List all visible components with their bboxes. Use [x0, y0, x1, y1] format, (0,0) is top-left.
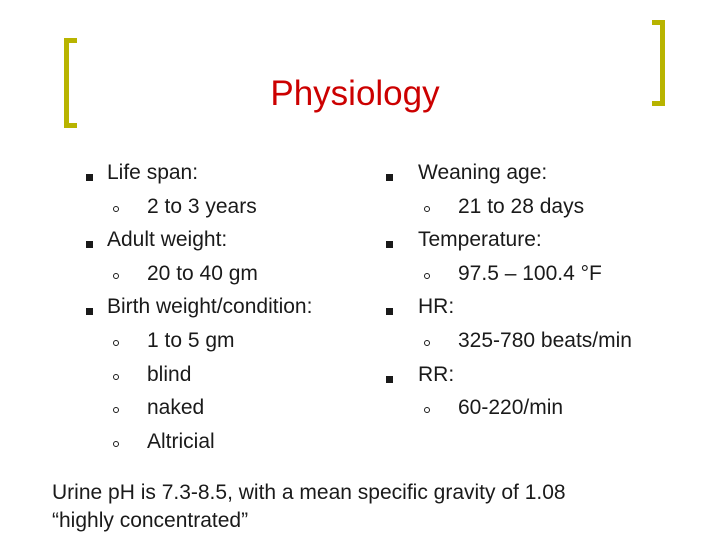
square-bullet-icon: [86, 174, 93, 181]
item-label: Weaning age:: [418, 161, 548, 184]
footer-line-2: “highly concentrated”: [52, 509, 249, 532]
sub-item: [107, 425, 376, 459]
list-item: [86, 223, 376, 290]
circle-bullet-icon: [113, 340, 119, 346]
slide-title: Physiology: [270, 74, 440, 113]
sub-item-text: 21 to 28 days: [458, 194, 585, 218]
item-label: Life span:: [107, 161, 199, 184]
item-label: Adult weight:: [107, 228, 228, 252]
item-label: Temperature:: [418, 228, 542, 252]
sub-item-text: naked: [147, 396, 205, 420]
item-label: RR:: [418, 362, 455, 386]
item-label: HR:: [418, 295, 455, 319]
list-item: [86, 290, 376, 458]
square-bullet-icon: [386, 241, 393, 248]
item-label: Birth weight/condition:: [107, 295, 313, 319]
left-bullet-list: [86, 156, 376, 458]
sub-item: [107, 190, 376, 224]
sub-item: [107, 324, 376, 358]
square-bullet-icon: [386, 308, 393, 315]
circle-bullet-icon: [424, 407, 430, 413]
sub-item: [418, 391, 706, 425]
circle-bullet-icon: [113, 273, 119, 279]
footer-note: [52, 479, 702, 535]
sub-item: [107, 391, 376, 425]
list-item: [386, 223, 706, 290]
sub-item-text: 325-780 beats/min: [458, 328, 632, 352]
square-bullet-icon: [86, 308, 93, 315]
circle-bullet-icon: [113, 441, 119, 447]
list-item: [86, 156, 376, 223]
sub-item: [418, 324, 706, 358]
sub-item: [418, 190, 706, 224]
sub-item-text: 97.5 – 100.4 °F: [458, 261, 602, 285]
list-item: [386, 358, 706, 425]
square-bullet-icon: [386, 376, 393, 383]
square-bullet-icon: [386, 174, 393, 181]
circle-bullet-icon: [424, 273, 430, 279]
sub-item-text: 1 to 5 gm: [147, 328, 235, 352]
sub-item-text: blind: [147, 362, 192, 386]
circle-bullet-icon: [113, 374, 119, 380]
circle-bullet-icon: [424, 206, 430, 212]
sub-item-text: 20 to 40 gm: [147, 261, 258, 285]
sub-item: [107, 358, 376, 392]
list-item: [386, 156, 706, 223]
sub-item-text: 60-220/min: [458, 396, 564, 420]
sub-item: [418, 257, 706, 291]
circle-bullet-icon: [424, 340, 430, 346]
circle-bullet-icon: [113, 407, 119, 413]
square-bullet-icon: [86, 241, 93, 248]
sub-item: [107, 257, 376, 291]
sub-item-text: Altricial: [147, 429, 215, 453]
sub-item-text: 2 to 3 years: [147, 194, 257, 218]
footer-line-1: Urine pH is 7.3-8.5, with a mean specific gravity of 1.08: [52, 481, 566, 504]
right-bullet-list: [386, 156, 706, 425]
circle-bullet-icon: [113, 206, 119, 212]
list-item: [386, 290, 706, 357]
